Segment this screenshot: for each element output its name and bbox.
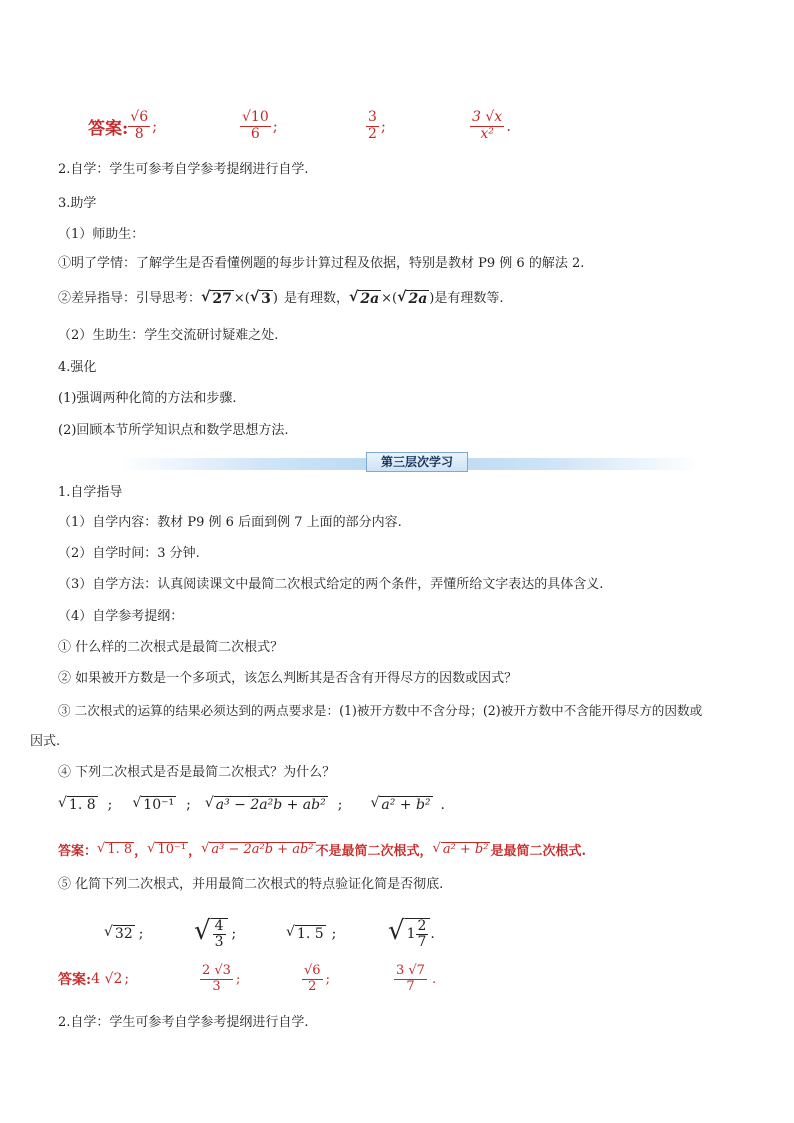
answer-label: 答案: bbox=[88, 118, 129, 139]
answer-sep: ; bbox=[152, 117, 158, 135]
question-3-cont: 因式. bbox=[30, 734, 61, 749]
guidance-line: ②差异指导：引导思考： √ 27 ×( √ 3 ) 是有理数， √ 2a ×( √ 2a ) 是有理数等. bbox=[58, 289, 504, 307]
section-heading: 3.助学 bbox=[58, 196, 97, 211]
radical: √ 2a bbox=[349, 289, 380, 307]
text-line: (2)回顾本节所学知识点和数学思想方法. bbox=[58, 423, 289, 438]
answer-row-3: 答案: 4 √2 ; bbox=[58, 971, 130, 988]
answer-label: 答案： bbox=[58, 844, 98, 859]
answer-row-1 bbox=[88, 104, 157, 148]
simplify-item-1: √ 32 ; bbox=[104, 924, 144, 943]
answer-fraction: $\frac{√6}{2}$ ; bbox=[304, 963, 330, 994]
answer-row-2: 答案： √ 1. 8 ， √ 10⁻¹ ， √ a³ − 2a²b + ab² 不是最简二次根式， √ a² + b² 是最简二次根式. bbox=[58, 840, 586, 859]
radical: √ 3 bbox=[249, 289, 271, 307]
radical: √ 27 bbox=[201, 289, 232, 307]
answer-item-2: $\frac{√10}{6}$ ; bbox=[242, 109, 278, 142]
text-line: （2）自学时间：3 分钟. bbox=[58, 546, 200, 561]
radical: √ a³ − 2a²b + ab² bbox=[201, 840, 314, 857]
question-3: ③ 二次根式的运算的结果必须达到的两点要求是：(1)被开方数中不含分母；(2)被开方数中不含能开得尽方的因数或 bbox=[58, 703, 703, 718]
radical: √ 10⁻¹ bbox=[132, 795, 175, 813]
question-2: ② 如果被开方数是一个多项式，该怎么判断其是否含有开得尽方的因数或因式？ bbox=[58, 671, 518, 686]
text-line: (1)强调两种化简的方法和步骤. bbox=[58, 391, 237, 406]
text-line: （4）自学参考提纲： bbox=[58, 609, 184, 624]
radical: √ 10⁻¹ bbox=[147, 840, 187, 857]
simplify-item-4: √ 1 $\frac{2}{7}$ . bbox=[388, 915, 435, 950]
section-heading: 1.自学指导 bbox=[58, 485, 123, 500]
answer-item-3: $\frac{3}{2}$ ; bbox=[368, 109, 386, 142]
text-line: （2）生助生：学生交流研讨疑难之处. bbox=[58, 328, 279, 343]
text-line: （1）师助生： bbox=[58, 227, 145, 242]
radical: √ a² + b² bbox=[432, 840, 489, 857]
section-heading: 4.强化 bbox=[58, 360, 97, 375]
simplify-item-3: √ 1. 5 ; bbox=[286, 924, 337, 943]
text-line: ①明了学情：了解学生是否看懂例题的每步计算过程及依据，特别是教材 P9 例 6 的解法 2. bbox=[58, 256, 585, 271]
answer-fraction: $\frac{2 √3}{3}$ ; bbox=[202, 963, 241, 994]
radicals-list: √ 1. 8 ; √ 10⁻¹ ; √ a³ − 2a²b + ab² ; √ a² + b² . bbox=[58, 795, 445, 813]
radical: √ a² + b² bbox=[370, 795, 431, 813]
answer-fraction-1: $\frac{√6}{8}$ bbox=[130, 109, 149, 142]
text-line: 2.自学：学生可参考自学参考提纲进行自学. bbox=[58, 162, 309, 177]
simplify-item-2: √ $\frac{4}{3}$ ; bbox=[194, 915, 237, 950]
text-line: （3）自学方法：认真阅读课文中最简二次根式给定的两个条件，弄懂所给文字表达的具体含义. bbox=[58, 577, 604, 592]
radical: √ 2a bbox=[397, 289, 428, 307]
text-line: （1）自学内容：教材 P9 例 6 后面到例 7 上面的部分内容. bbox=[58, 515, 402, 530]
radical: √ 1. 8 bbox=[97, 840, 133, 857]
answer-fraction: $\frac{3 √7}{7}$ . bbox=[396, 963, 437, 994]
question-1: ① 什么样的二次根式是最简二次根式？ bbox=[58, 640, 284, 655]
question-4: ④ 下列二次根式是否是最简二次根式？为什么？ bbox=[58, 765, 336, 780]
section-banner: 第三层次学习 bbox=[366, 452, 468, 472]
radical: √ a³ − 2a²b + ab² bbox=[204, 795, 326, 813]
question-5: ⑤ 化简下列二次根式，并用最简二次根式的特点验证化简是否彻底. bbox=[58, 877, 444, 892]
answer-label: 答案: bbox=[58, 972, 92, 988]
text-line: 2.自学：学生可参考自学参考提纲进行自学. bbox=[58, 1015, 309, 1030]
radical: √ 1. 8 bbox=[58, 795, 96, 813]
answer-item-4: $\frac{3 √x}{\text{x²}}$ . bbox=[472, 109, 511, 142]
